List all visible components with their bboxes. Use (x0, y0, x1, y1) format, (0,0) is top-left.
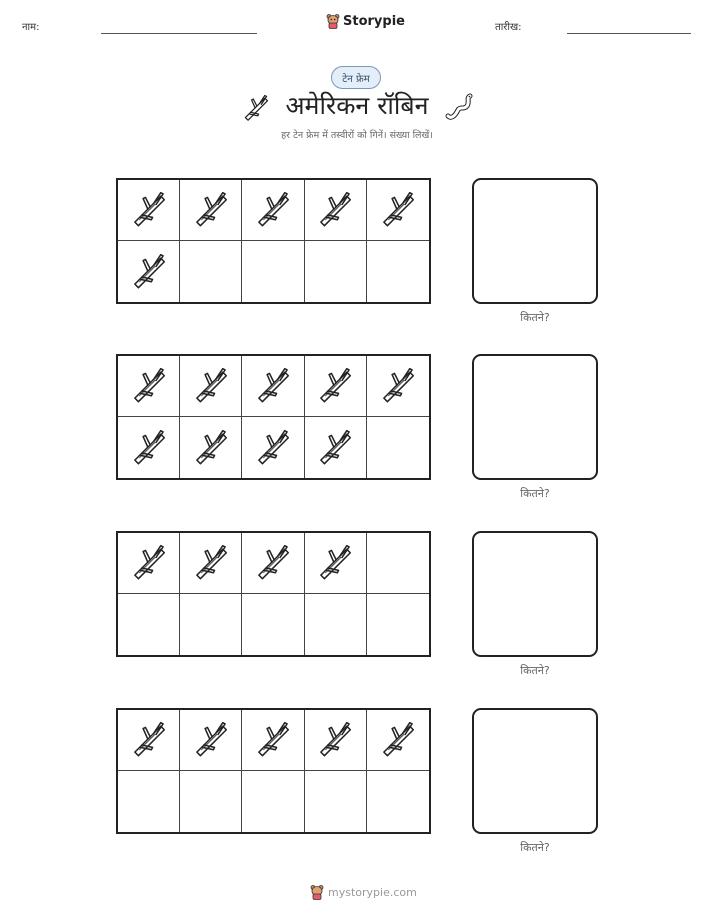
frame-cell (180, 180, 242, 241)
twig-icon (129, 188, 169, 232)
ten-frame-4 (116, 708, 431, 834)
date-line[interactable] (567, 33, 691, 34)
frame-cell (180, 710, 242, 771)
how-many-label-1: कितने? (520, 311, 550, 324)
name-line[interactable] (101, 33, 257, 34)
frame-cell (242, 533, 304, 594)
twig-icon (253, 364, 293, 408)
frame-cell (305, 771, 367, 832)
twig-icon (315, 541, 355, 585)
how-many-label-3: कितने? (520, 664, 550, 677)
how-many-label-2: कितने? (520, 487, 550, 500)
frame-cell (305, 417, 367, 478)
frame-cell (367, 594, 429, 655)
frame-cell (305, 710, 367, 771)
frame-cell (242, 771, 304, 832)
twig-icon (378, 188, 418, 232)
frame-cell (118, 356, 180, 417)
frame-cell (367, 241, 429, 302)
brand-name: Storypie (343, 13, 405, 29)
bear-logo-icon (310, 884, 324, 900)
twig-icon (129, 541, 169, 585)
bear-logo-icon (326, 13, 340, 29)
twig-icon (378, 364, 418, 408)
frame-cell (305, 594, 367, 655)
twig-icon (191, 541, 231, 585)
frame-cell (367, 417, 429, 478)
ten-frame-2 (116, 354, 431, 480)
frame-cell (180, 533, 242, 594)
frame-cell (367, 356, 429, 417)
frame-cell (242, 356, 304, 417)
frame-cell (118, 771, 180, 832)
frame-cell (242, 594, 304, 655)
answer-box-2[interactable] (472, 354, 598, 480)
answer-box-1[interactable] (472, 178, 598, 304)
ten-frame-badge: टेन फ्रेम (331, 66, 381, 89)
name-label: नाम: (22, 22, 40, 33)
twig-icon (253, 541, 293, 585)
twig-icon (315, 718, 355, 762)
ten-frame-1 (116, 178, 431, 304)
frame-cell (118, 594, 180, 655)
frame-cell (242, 417, 304, 478)
twig-icon (315, 188, 355, 232)
page-title: अमेरिकन रॉबिन (285, 91, 429, 120)
frame-cell (118, 533, 180, 594)
twig-icon (129, 426, 169, 470)
twig-icon (315, 364, 355, 408)
twig-icon (253, 188, 293, 232)
date-label: तारीख: (495, 22, 522, 33)
twig-icon (378, 718, 418, 762)
footer-url[interactable]: mystorypie.com (328, 885, 417, 899)
frame-cell (118, 180, 180, 241)
twig-icon (315, 426, 355, 470)
frame-cell (242, 710, 304, 771)
twig-icon (129, 718, 169, 762)
twig-icon (191, 364, 231, 408)
frame-cell (367, 771, 429, 832)
twig-icon (129, 364, 169, 408)
brand-logo (326, 13, 405, 29)
frame-cell (118, 241, 180, 302)
frame-cell (305, 241, 367, 302)
frame-cell (118, 710, 180, 771)
twig-icon (191, 188, 231, 232)
twig-icon (253, 718, 293, 762)
frame-cell (367, 710, 429, 771)
frame-cell (180, 417, 242, 478)
frame-cell (367, 533, 429, 594)
answer-box-4[interactable] (472, 708, 598, 834)
worm-icon (444, 92, 474, 122)
twig-icon (191, 426, 231, 470)
ten-frame-3 (116, 531, 431, 657)
frame-cell (118, 417, 180, 478)
frame-cell (305, 533, 367, 594)
frame-cell (367, 180, 429, 241)
twig-icon (191, 718, 231, 762)
footer (310, 884, 417, 900)
twig-icon (253, 426, 293, 470)
frame-cell (180, 241, 242, 302)
how-many-label-4: कितने? (520, 841, 550, 854)
frame-cell (180, 771, 242, 832)
frame-cell (305, 180, 367, 241)
twig-icon (129, 250, 169, 294)
frame-cell (242, 241, 304, 302)
instructions: हर टेन फ्रेम में तस्वीरों को गिनें। संख्या लिखें। (281, 130, 433, 141)
frame-cell (242, 180, 304, 241)
frame-cell (305, 356, 367, 417)
frame-cell (180, 356, 242, 417)
answer-box-3[interactable] (472, 531, 598, 657)
frame-cell (180, 594, 242, 655)
